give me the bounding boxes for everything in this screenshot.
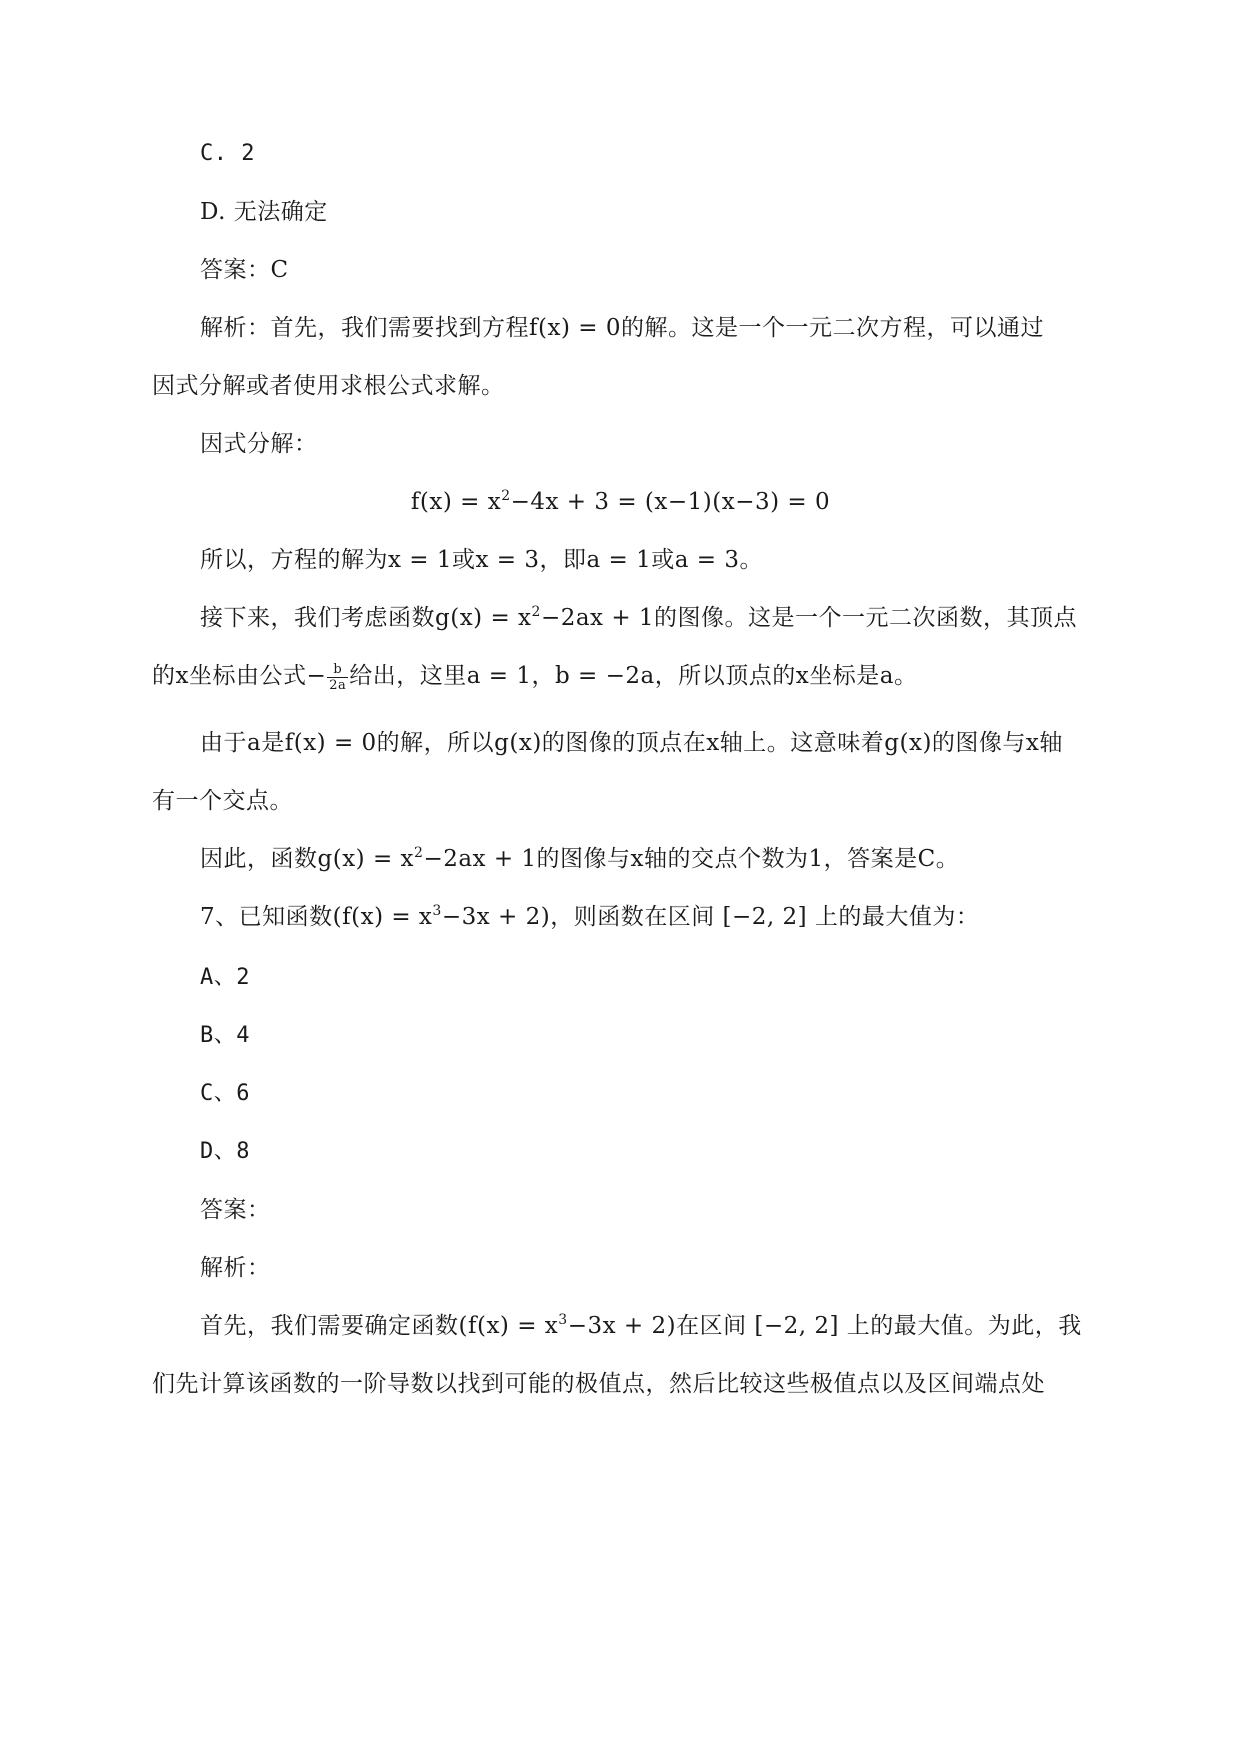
answer-previous: 答案：C (200, 257, 289, 283)
q7-analysis-label: 解析： (200, 1255, 271, 1281)
option-d-previous: D. 无法确定 (200, 199, 328, 225)
factoring-label: 因式分解： (200, 431, 318, 457)
analysis-line-2: 因式分解或者使用求根公式求解。 (152, 373, 505, 399)
analysis-line-g1: 接下来，我们考虑函数$g(x) = x^2-2ax + 1$的图像。这是一个一元二次函数，其顶点 (200, 604, 1078, 631)
q7-analysis-line-2: 们先计算该函数的一阶导数以找到可能的极值点，然后比较这些极值点以及区间端点处 (152, 1371, 1045, 1397)
q7-analysis-line-1: 首先，我们需要确定函数$(f(x) = x^3-3x + 2)$在区间 [−2, 2] 上的最大值。为此，我 (200, 1312, 1082, 1339)
q7-option-c: C、6 (200, 1081, 250, 1106)
fraction-b-over-2a: $\frac{b}{2a}$ (329, 661, 347, 693)
question-7-stem: 7、已知函数$(f(x) = x^3-3x + 2)$，则函数在区间 [−2, 2] 上的最大值为： (200, 903, 980, 930)
analysis-line-vertex: 由于a是f(x) = 0的解，所以g(x)的图像的顶点在x轴上。这意味着g(x)的图像与x轴 (200, 730, 1063, 756)
analysis-line-1: 解析：首先，我们需要找到方程f(x) = 0的解。这是一个一元二次方程，可以通过 (200, 315, 1044, 341)
q7-option-d: D、8 (200, 1139, 250, 1164)
q7-option-a: A、2 (200, 965, 250, 990)
factoring-equation: $f(x) = x^2-4x + 3 = (x-1)(x-3) = 0$ (410, 488, 831, 515)
q7-option-b: B、4 (200, 1023, 250, 1048)
q7-answer-label: 答案： (200, 1197, 271, 1223)
conclusion-line: 因此，函数$g(x) = x^2-2ax + 1$的图像与x轴的交点个数为1，答案是C。 (200, 845, 960, 872)
analysis-line-intersection: 有一个交点。 (152, 788, 293, 814)
vertex-formula-line: 的x坐标由公式− $\frac{b}{2a}$ 给出，这里a = 1，b = −2a，所以顶点的x坐标是a。 (152, 661, 918, 693)
option-c-previous: C. 2 (200, 141, 255, 166)
roots-line: 所以，方程的解为x = 1或x = 3，即a = 1或a = 3。 (200, 547, 763, 573)
